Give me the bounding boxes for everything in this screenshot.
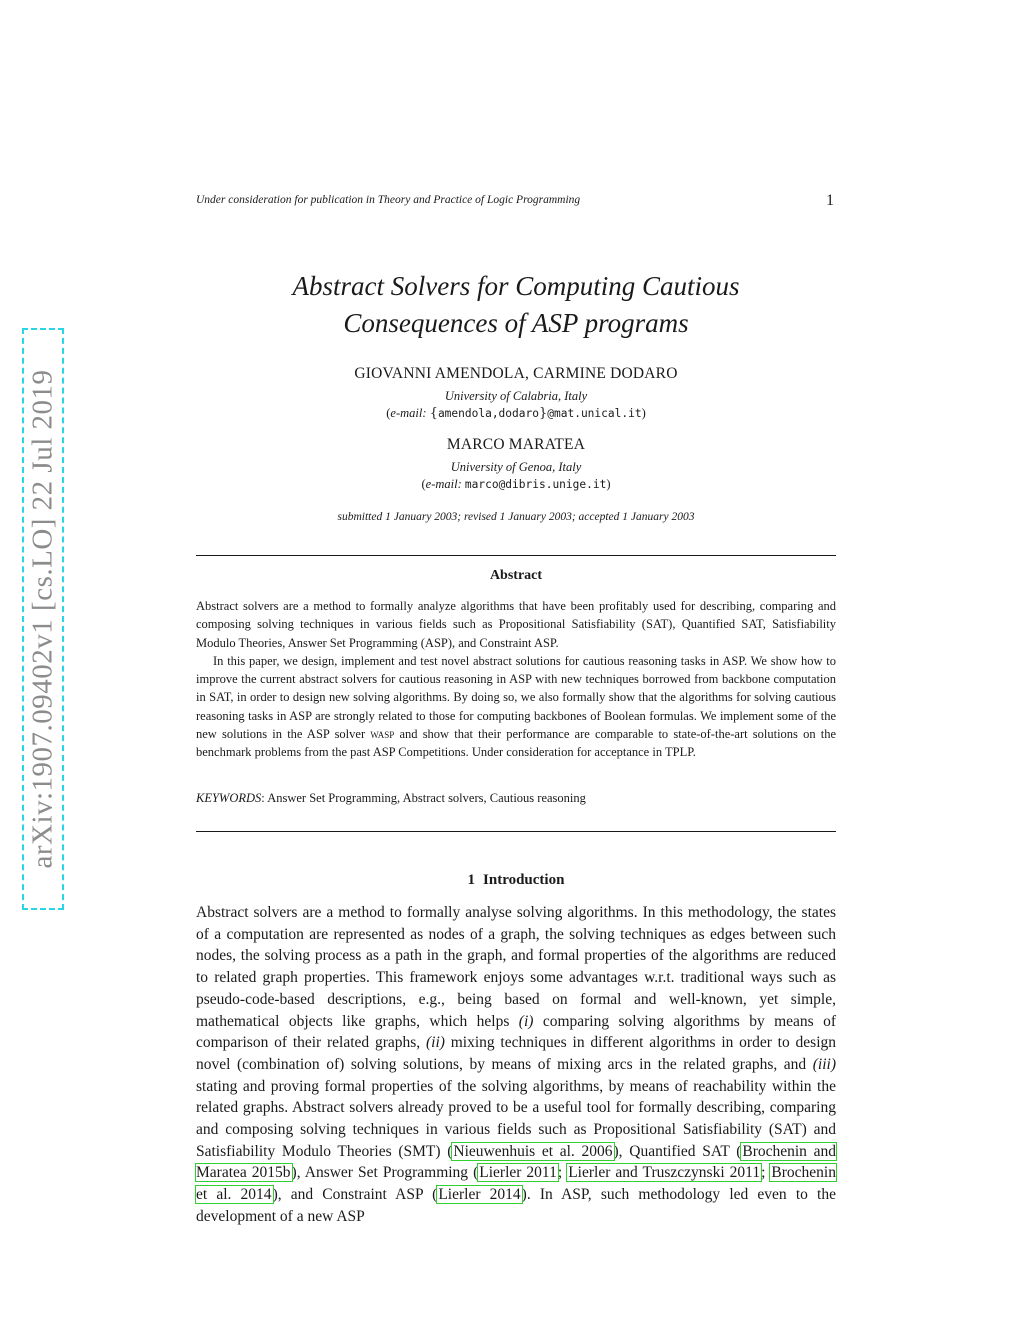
- email-label: e-mail:: [425, 477, 462, 491]
- email-line: (e-mail: {amendola,dodaro}@mat.unical.it): [386, 406, 646, 421]
- section-number: 1: [467, 872, 476, 888]
- author-group-1: [196, 364, 836, 422]
- citation-link[interactable]: Brochenin and Maratea 2015b: [196, 1142, 836, 1182]
- intro-text-2: comparing solving algorithms by means of comparison of their related graphs,: [196, 1012, 836, 1052]
- affiliation: University of Calabria, Italy: [444, 389, 588, 403]
- intro-text-7: ), and Constraint ASP (: [272, 1186, 438, 1204]
- intro-text-5: ), Quantified SAT (: [613, 1142, 742, 1160]
- running-head: Under consideration for publication in Theory and Practice of Logic Programming: [196, 194, 581, 206]
- author-names: MARCO MARATEA: [446, 436, 586, 453]
- divider-top: [196, 555, 836, 556]
- paper-title: [196, 268, 836, 342]
- intro-text-6: ), Answer Set Programming (: [291, 1164, 479, 1182]
- intro-text-3: mixing techniques in different algorithms in order to design novel (combination of) solving solutions, by means of mixing arcs in the related graphs, and: [196, 1034, 837, 1073]
- intro-paragraph: [196, 902, 836, 1228]
- keywords-label: KEYWORDS: [196, 791, 262, 805]
- arxiv-identifier: arXiv:1907.09402v1 [cs.LO] 22 Jul 2019: [26, 369, 59, 869]
- citation-link[interactable]: Nieuwenhuis et al. 2006: [453, 1142, 613, 1160]
- email-line: (e-mail: marco@dibris.unige.it): [421, 477, 611, 491]
- page-number: 1: [826, 192, 834, 209]
- submission-dates: submitted 1 January 2003; revised 1 January 2003; accepted 1 January 2003: [337, 511, 695, 523]
- abstract-paragraph-1: Abstract solvers are a method to formally analyze algorithms that have been profitably used for describing, comparing and composing solving techniques in various fields such as Propositional Satisfiability (SAT), Quantified SAT, Satisfiability Modulo Theories, Answer Set Programming (ASP), and Constraint ASP.: [196, 599, 836, 650]
- citation-link[interactable]: Lierler and Truszczynski 2011: [568, 1164, 761, 1182]
- abstract-text-b: and show that their performance are comparable to state-of-the-art solutions on the benchmark problems from the past ASP Competitions. Under consideration for acceptance in TPLP.: [196, 727, 837, 760]
- brace-close: }: [538, 406, 548, 421]
- author-group-2: [196, 435, 836, 493]
- keywords-text: : Answer Set Programming, Abstract solvers, Cautious reasoning: [261, 791, 586, 805]
- citation-link[interactable]: Lierler 2011: [479, 1164, 557, 1182]
- keywords: [196, 791, 836, 806]
- email-label: e-mail:: [390, 406, 427, 420]
- title-line-2: Consequences of ASP programs: [343, 308, 689, 338]
- abstract-paragraph-2: [196, 652, 836, 762]
- citation-separator: ;: [557, 1164, 568, 1182]
- citation-separator: ;: [761, 1164, 771, 1182]
- section-title: Introduction: [483, 872, 565, 888]
- math-i: (i): [518, 1012, 534, 1030]
- math-ii: (ii): [425, 1034, 445, 1052]
- email-users[interactable]: amendola,dodaro: [437, 407, 539, 420]
- citation-link[interactable]: Lierler 2014: [438, 1186, 521, 1204]
- intro-text-1: Abstract solvers are a method to formally analyse solving algorithms. In this methodology, the states of a computation are represented as nodes of a graph, the solving techniques as edges between such nodes, the solving process as a path in the graph, and formal properties of the algorithms are reduced to related graph properties. This framework enjoys some advantages w.r.t. traditional ways such as pseudo-code-based descriptions, e.g., being based on formal and well-known, yet simple, mathematical objects like graphs, which helps: [196, 904, 836, 1030]
- intro-body: [196, 902, 836, 1228]
- title-line-1: Abstract Solvers for Computing Cautious: [292, 271, 740, 301]
- section-heading: [196, 872, 836, 889]
- math-iii: (iii): [812, 1055, 837, 1073]
- email-domain[interactable]: @mat.unical.it: [547, 407, 642, 420]
- author-names: GIOVANNI AMENDOLA, CARMINE DODARO: [354, 365, 678, 382]
- arxiv-stamp[interactable]: [22, 328, 64, 910]
- abstract-body: [196, 597, 836, 762]
- intro-text-8: ). In ASP, such methodology led even to the development of a new ASP: [196, 1186, 836, 1225]
- divider-bottom: [196, 831, 836, 832]
- email-address[interactable]: marco@dibris.unige.it: [464, 478, 607, 491]
- solver-name: wasp: [370, 727, 395, 742]
- abstract-heading: Abstract: [489, 568, 543, 583]
- brace-open: {: [429, 406, 438, 421]
- citation-link[interactable]: Brochenin et al. 2014: [196, 1164, 836, 1204]
- intro-text-4: stating and proving formal properties of the solving algorithms, by means of reachability within the related graphs. Abstract solvers already proved to be a useful tool for formally describing, comparing and composing solving techniques in various fields such as Propositional Satisfiability (SAT) and Satisfiability Modulo Theories (SMT) (: [196, 1077, 836, 1160]
- affiliation: University of Genoa, Italy: [450, 460, 582, 474]
- abstract-text-a: In this paper, we design, implement and test novel abstract solutions for cautious reasoning tasks in ASP. We show how to improve the current abstract solvers for cautious reasoning in ASP with new techniques borrowed from backbone computation in SAT, in order to design new solving algorithms. By doing so, we also formally show that the algorithms for solving cautious reasoning tasks in ASP are strongly related to those for computing backbones of Boolean formulas. We implement some of the new solutions in the ASP solver: [196, 653, 836, 742]
